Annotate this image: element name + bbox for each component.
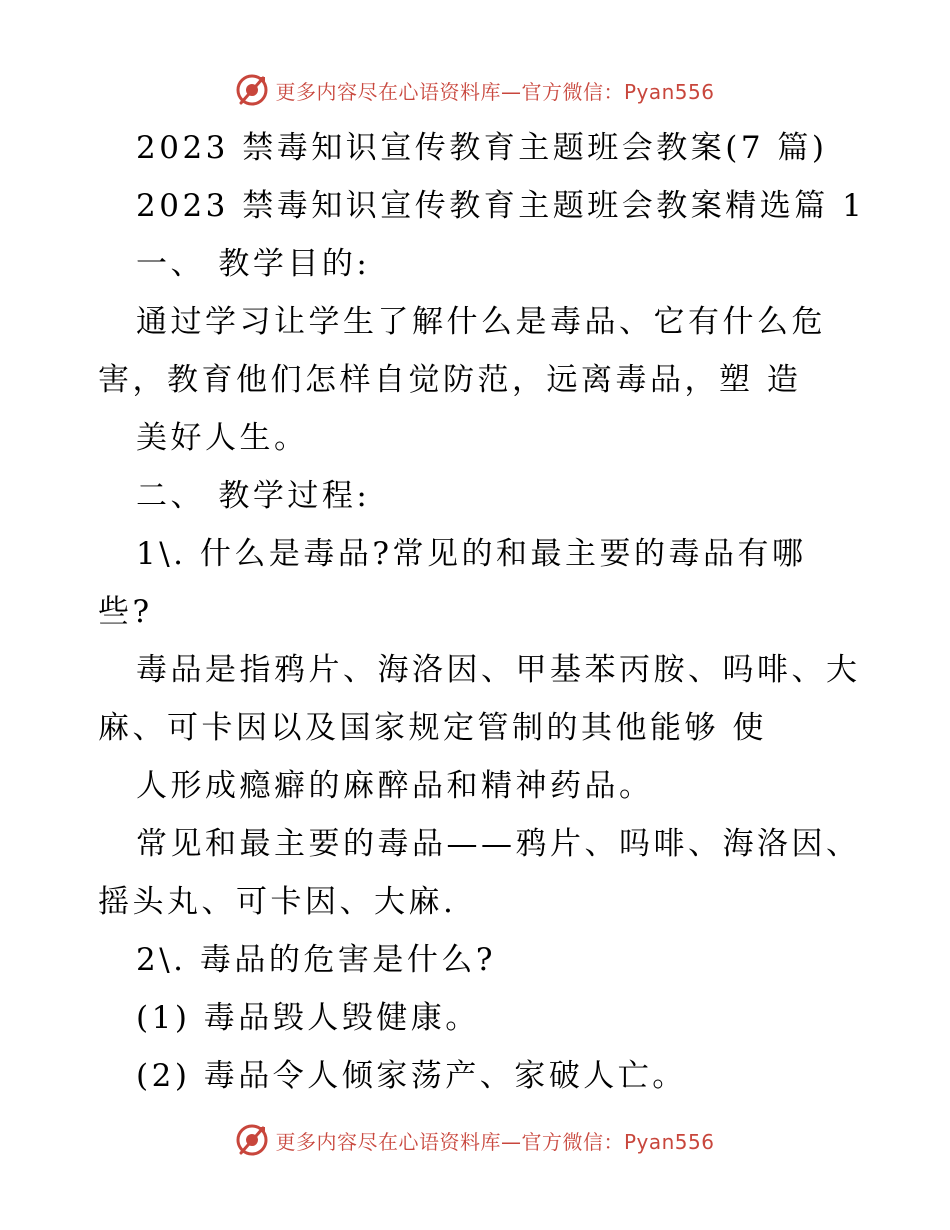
banner-text: 更多内容尽在心语资料库—官方微信：Pyan556: [275, 79, 715, 104]
banner-text: 更多内容尽在心语资料库—官方微信：Pyan556: [275, 1129, 715, 1154]
paragraph-line: 害，教育他们怎样自觉防范，远离毒品，塑 造: [98, 362, 802, 398]
pen-logo-icon: [235, 73, 269, 107]
paragraph-line: 通过学习让学生了解什么是毒品、它有什么危: [136, 304, 826, 340]
paragraph-line: 美好人生。: [136, 420, 309, 456]
subheading-teaching-goal: 一、 教学目的:: [136, 246, 371, 282]
paragraph-line: 麻、可卡因以及国家规定管制的其他能够 使: [98, 710, 767, 746]
paragraph-line: 常见和最主要的毒品——鸦片、吗啡、海洛因、: [136, 826, 861, 862]
document-title: 2023 禁毒知识宣传教育主题班会教案(7 篇): [136, 130, 828, 166]
question-line: 1\. 什么是毒品?常见的和最主要的毒品有哪: [136, 536, 807, 572]
paragraph-line: 人形成瘾癖的麻醉品和精神药品。: [136, 768, 654, 804]
paragraph-line: 摇头丸、可卡因、大麻.: [98, 884, 457, 920]
question-line: 2\. 毒品的危害是什么?: [136, 942, 496, 978]
paragraph-line: 毒品是指鸦片、海洛因、甲基苯丙胺、吗啡、大: [136, 652, 861, 688]
section-heading: 2023 禁毒知识宣传教育主题班会教案精选篇 1: [136, 188, 866, 224]
question-line: 些?: [98, 594, 153, 630]
list-item: (2) 毒品令人倾家荡产、家破人亡。: [136, 1058, 687, 1094]
subheading-teaching-process: 二、 教学过程:: [136, 478, 371, 514]
header-banner: [0, 70, 950, 110]
list-item: (1) 毒品毁人毁健康。: [136, 1000, 480, 1036]
footer-banner: [0, 1120, 950, 1160]
pen-logo-icon: [235, 1123, 269, 1157]
